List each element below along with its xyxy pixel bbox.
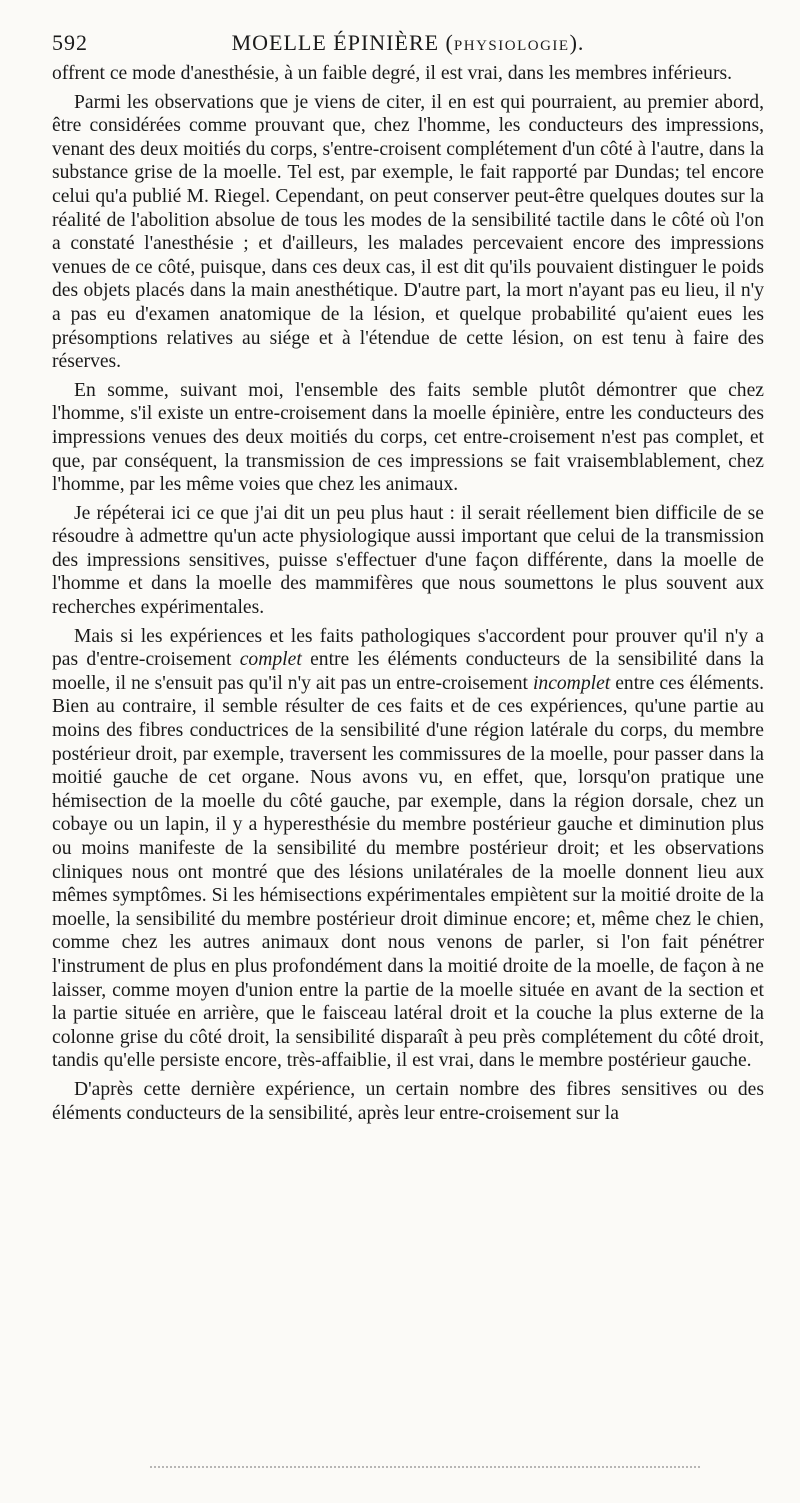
paragraph-3: En somme, suivant moi, l'ensemble des faits semble plutôt démontrer que chez l'homme, s'il existe un entre-croisement dans la moelle épinière, entre les conducteurs des impressions venues des deux moitiés du corps, cet entre-croisement n'est pas complet, et que, par conséquent, la transmission de ces impressions se fait vraisemblablement, chez l'homme, par les même voies que chez les animaux. [52, 379, 764, 496]
paragraph-5-em-complet: complet [239, 649, 302, 671]
paragraph-2: Parmi les observations que je viens de citer, il en est qui pourraient, au premier abord, être considérées comme prouvant que, chez l'homme, les conducteurs des impressions, venant des deux moitiés du corps, s'entre-croisent complétement d'un côté à l'autre, dans la substance grise de la moelle. Tel est, par exemple, le fait rapporté par Dundas; tel encore celui qu'a publié M. Riegel. Cependant, on peut conserver peut-être quelques doutes sur la réalité de l'abolition absolue de tous les modes de la sensibilité tactile dans le côté où l'on a constaté l'anesthésie ; et d'ailleurs, les malades percevaient encore des impressions venues de ce côté, puisque, dans ces deux cas, il est dit qu'ils pouvaient distinguer le poids des objets placés dans la main anesthétique. D'autre part, la mort n'ayant pas eu lieu, il n'y a pas eu d'examen anatomique de la lésion, et quelque probabilité qu'aient eues les présomptions relatives au siége et à l'étendue de cette lésion, on est tenu à faire des réserves. [52, 91, 764, 373]
paragraph-6: D'après cette dernière expérience, un certain nombre des fibres sensitives ou des éléments conducteurs de la sensibilité, après leur entre-croisement sur la [52, 1078, 764, 1124]
running-title-end: ). [569, 30, 585, 55]
paragraph-4: Je répéterai ici ce que j'ai dit un peu plus haut : il serait réellement bien difficile de se résoudre à admettre qu'un acte physiologique aussi important que celui de la transmission des impressions sensitives, puisse s'effectuer d'une façon différente, dans la moelle de l'homme et dans la moelle des mammifères que nous soumettons le plus souvent aux recherches expérimentales. [52, 502, 764, 619]
running-title [52, 30, 764, 56]
page-header [52, 28, 764, 62]
running-title-main: MOELLE ÉPINIÈRE ( [231, 30, 454, 55]
footer-rule [150, 1466, 700, 1468]
page-number: 592 [52, 30, 88, 55]
paragraph-1: offrent ce mode d'anesthésie, à un faible degré, il est vrai, dans les membres inférieurs. [52, 63, 732, 84]
running-title-section: PHYSIOLOGIE [453, 38, 570, 54]
paragraph-5-part-2: entre les éléments conducteurs de la sensibilité dans la moelle, il ne s'ensuit pas qu'il n'y ait pas un entre-croisement [52, 649, 765, 694]
paragraph-5-em-incomplet: incomplet [532, 672, 611, 694]
paragraph-5-part-3: entre ces éléments. Bien au contraire, il semble résulter de ces faits et de ces expériences, qu'une partie au moins des fibres conductrices de la sensibilité d'une région latérale du corps, du membre postérieur droit, par exemple, traversent les commissures de la moelle, pour passer dans la moitié gauche de cet organe. Nous avons vu, en effet, que, lorsqu'on pratique une hémisection de la moelle du côté gauche, par exemple, dans la région dorsale, chez un cobaye ou un lapin, il y a hyperesthésie du membre postérieur gauche et diminution plus ou moins manifeste de la sensibilité du membre postérieur droit; et les observations cliniques nous ont montré que des lésions unilatérales de la moelle donnent lieu aux mêmes symptômes. Si les hémisections expérimentales empiètent sur la moitié droite de la moelle, la sensibilité du membre postérieur droit diminue encore; et, même chez le chien, comme chez les autres animaux dont nous venons de parler, si l'on fait pénétrer l'instrument de plus en plus profondément dans la moitié droite de la moelle, de façon à ne laisser, comme moyen d'union entre la partie de la moelle située en avant de la section et la partie située en arrière, que le faisceau latéral droit et la couche la plus externe de la colonne grise du côté droit, la sensibilité disparaît à peu près complétement du côté droit, tandis qu'elle persiste encore, très-affaiblie, il est vrai, dans le membre postérieur gauche. [52, 672, 764, 1072]
paragraph-5-part-1: Mais si les expériences et les faits pathologiques s'accordent pour prouver qu'il n'y a pas d'entre-croisement [52, 625, 764, 671]
body-text [52, 62, 764, 1125]
paragraph-5 [52, 625, 764, 1073]
